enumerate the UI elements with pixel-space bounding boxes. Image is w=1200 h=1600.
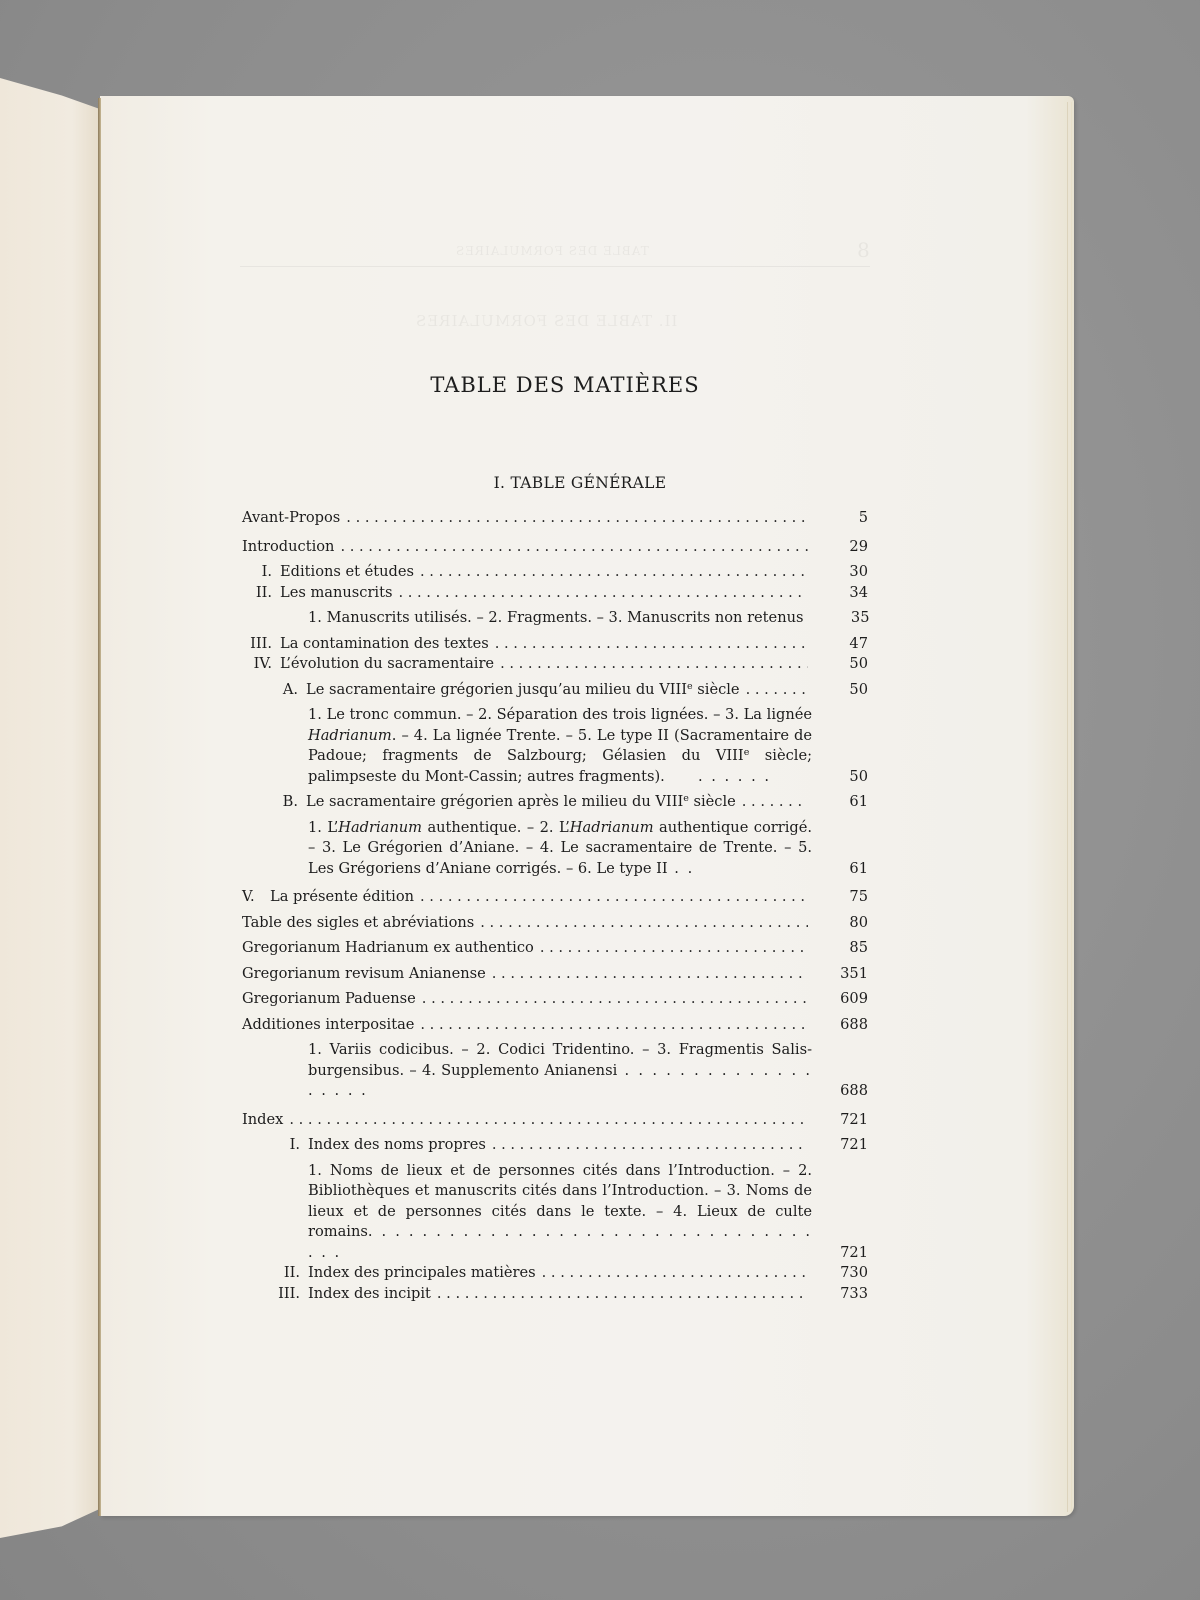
toc-entry-page: 688 — [840, 1015, 868, 1033]
show-through-rule — [240, 266, 870, 267]
toc-entry[interactable] — [242, 1135, 868, 1156]
toc-entry-subtopics[interactable] — [242, 818, 868, 880]
toc-entry-label: Les manuscrits — [280, 583, 393, 601]
toc-entry-page: 30 — [849, 563, 868, 580]
toc-entry-label: Index des incipit — [308, 1284, 431, 1302]
toc-entry-page: 721 — [840, 1110, 868, 1128]
show-through-heading — [415, 312, 677, 330]
toc-entry-label: Gregorianum revisum Anianense — [242, 964, 486, 982]
toc-entry-label: Index des principales matières — [308, 1264, 536, 1281]
toc-entry-label: Editions et études — [280, 563, 415, 580]
toc-entry[interactable] — [242, 964, 868, 985]
leader-dots — [540, 938, 808, 959]
toc-entry[interactable] — [242, 1263, 868, 1284]
toc-entry-number: A. — [282, 680, 298, 698]
toc-entry[interactable] — [242, 938, 868, 959]
toc-entry-page: 351 — [840, 964, 868, 982]
leader-dots — [495, 634, 808, 655]
toc-entry[interactable] — [242, 654, 868, 675]
leader-dots — [492, 1135, 808, 1156]
description-text: authentique. – 2. L’ — [421, 818, 570, 836]
description-text: . – 4. La lignée Trente. – 5. Le type II (Sacramentaire de Padoue; fragments de Salzbourg; Gélasien du VIII — [308, 726, 812, 764]
toc-entry-page: 5 — [858, 509, 868, 526]
toc-entry-page: 61 — [849, 859, 868, 877]
leader-dots: . . . . . . . . . . . . . . . . . . . . . . . . . . . . . . . . . . . . — [308, 1223, 812, 1261]
toc-entry[interactable] — [242, 634, 868, 655]
toc-entry[interactable] — [242, 887, 868, 908]
leader-dots — [420, 562, 808, 583]
leader-dots — [398, 583, 808, 604]
toc-entry-label: Table des sigles et abréviations — [242, 913, 475, 931]
show-through-folio — [857, 238, 870, 262]
label-text: siècle — [688, 793, 736, 810]
leader-dots — [340, 537, 808, 558]
leader-dots — [492, 964, 808, 985]
toc-entry[interactable] — [242, 913, 868, 934]
toc-entry-number: II. — [255, 583, 272, 601]
toc-entry-label: Index des noms propres — [308, 1136, 486, 1153]
toc-entry-number: III. — [250, 634, 272, 652]
toc-entry-page: 50 — [849, 767, 868, 785]
toc-entry-page: 721 — [840, 1136, 868, 1153]
toc-entry-page: 34 — [849, 583, 868, 601]
toc-entry-number: V. — [242, 888, 255, 905]
toc-entry-label: La contamination des textes — [280, 634, 489, 652]
superscript: e — [743, 747, 750, 758]
toc-entry-label: La présente édition — [270, 888, 415, 905]
toc-entry-label: Introduction — [242, 537, 335, 555]
section-title: I. TABLE GÉNÉRALE — [493, 474, 667, 492]
leader-dots — [420, 1015, 808, 1036]
leader-dots: . . . . . . . . . . . . . . . . . . . — [308, 1061, 812, 1099]
toc-entry[interactable] — [242, 1284, 868, 1305]
label-text: Le sacramentaire grégorien jusqu’au milieu du VIII — [306, 680, 688, 698]
toc-entry-page: 50 — [849, 680, 868, 698]
toc-entry-page: 29 — [849, 537, 868, 555]
toc-entry-page: 721 — [840, 1243, 868, 1261]
leader-dots — [746, 680, 808, 701]
page-edge — [1067, 102, 1072, 1512]
leader-dots — [500, 654, 808, 675]
superscript: e — [683, 793, 689, 804]
label-text: Le sacramentaire grégorien après le milieu du VIII — [306, 793, 684, 810]
toc-entry-number: III. — [278, 1284, 300, 1302]
leader-dots: . . . . . . — [664, 767, 772, 785]
toc-entry-page: 730 — [840, 1264, 868, 1281]
toc-entry-label: L’évolution du sacramentaire — [280, 655, 495, 672]
toc-entry-label: Gregorianum Hadrianum ex authentico — [242, 939, 534, 956]
description-text: 1. L’ — [308, 818, 339, 836]
toc-entry[interactable] — [242, 1110, 868, 1131]
toc-content — [242, 370, 870, 1302]
description-italic: Hadrianum — [308, 726, 392, 744]
toc-entry-number: IV. — [253, 655, 272, 672]
toc-entry-page: 688 — [840, 1082, 868, 1099]
leader-dots — [422, 989, 808, 1010]
toc-entry-page: 50 — [849, 655, 868, 672]
toc-entry[interactable] — [242, 537, 868, 558]
toc-entry-number: I. — [261, 563, 272, 580]
leader-dots — [289, 1110, 808, 1131]
toc-entry[interactable] — [242, 989, 868, 1010]
toc-entry[interactable] — [242, 792, 868, 813]
toc-entry-number: B. — [282, 793, 298, 810]
toc-entry-page: 609 — [840, 990, 868, 1007]
leader-dots — [346, 508, 808, 529]
leader-dots — [420, 887, 808, 908]
toc-entry[interactable] — [242, 508, 868, 529]
page-title: TABLE DES MATIÈRES — [430, 373, 700, 397]
toc-entry-page: 75 — [849, 888, 868, 905]
leader-dots — [542, 1263, 808, 1284]
description-text: siècle; palimpseste du Mont-Cassin; autres fragments). — [308, 747, 812, 785]
toc-entry-subtopics[interactable] — [242, 1040, 868, 1102]
toc-entry-label — [306, 680, 740, 701]
toc-entry-page: 733 — [840, 1284, 868, 1302]
toc-entry-subtopics[interactable] — [242, 705, 868, 787]
label-text: siècle — [692, 680, 740, 698]
toc-entry-page: 35 — [850, 609, 870, 626]
gutter — [98, 98, 101, 1516]
leader-dots — [480, 913, 808, 934]
show-through-running-head — [455, 244, 649, 258]
toc-entry[interactable] — [242, 583, 868, 604]
toc-entry-subtopics[interactable] — [242, 1161, 868, 1264]
leader-dots — [742, 792, 808, 813]
toc-entry-number: II. — [283, 1264, 300, 1281]
description-text: authentique corrigé. – 3. Le Grégorien d’Aniane. – 4. Le sacramentaire de Trente. – 5. Les Grégoriens d’Aniane corrigés. – 6. Le type II — [308, 818, 812, 877]
toc-entry-label — [306, 792, 736, 813]
toc-entry-description: 1. Manuscrits utilisés. – 2. Fragments. – 3. Manuscrits non retenus — [308, 609, 804, 626]
toc-entry-label: Avant-Propos — [242, 509, 341, 526]
toc-list — [242, 508, 868, 1304]
toc-entry-page: 61 — [849, 793, 868, 810]
toc-entry[interactable] — [242, 1015, 868, 1036]
description-italic: Hadrianum — [338, 818, 422, 836]
leader-dots — [437, 1284, 808, 1305]
toc-entry-label: Index — [242, 1110, 284, 1128]
toc-entry[interactable] — [242, 562, 868, 583]
description-italic: Hadrianum — [569, 818, 654, 836]
toc-entry-number: I. — [289, 1136, 300, 1153]
toc-entry-page: 47 — [849, 634, 868, 652]
toc-entry[interactable] — [242, 680, 868, 701]
toc-entry-page: 80 — [849, 913, 868, 931]
superscript: e — [687, 680, 693, 692]
description-text: 1. Le tronc commun. – 2. Séparation des trois lignées. – 3. La lignée — [308, 706, 812, 723]
toc-entry-label: Gregorianum Paduense — [242, 990, 416, 1007]
toc-entry-subtopics[interactable] — [242, 608, 868, 629]
leader-dots: . . — [667, 859, 695, 877]
toc-entry-label: Additiones interpositae — [242, 1015, 415, 1033]
description-text: 1. Variis codicibus. – 2. Codici Tridentino. – 3. Fragmentis Salisburgensibus. – 4. Supplemento Anianensi — [308, 1041, 812, 1079]
description-text: 1. Noms de lieux et de personnes cités dans l’Introduction. – 2. Bibliothèques et manuscrits cités dans l’Introduction. – 3. Noms de lieux et de personnes cités dans le texte. – 4. Lieux de culte romains — [308, 1161, 812, 1240]
left-page-edge — [0, 78, 103, 1538]
toc-entry-page: 85 — [849, 939, 868, 956]
